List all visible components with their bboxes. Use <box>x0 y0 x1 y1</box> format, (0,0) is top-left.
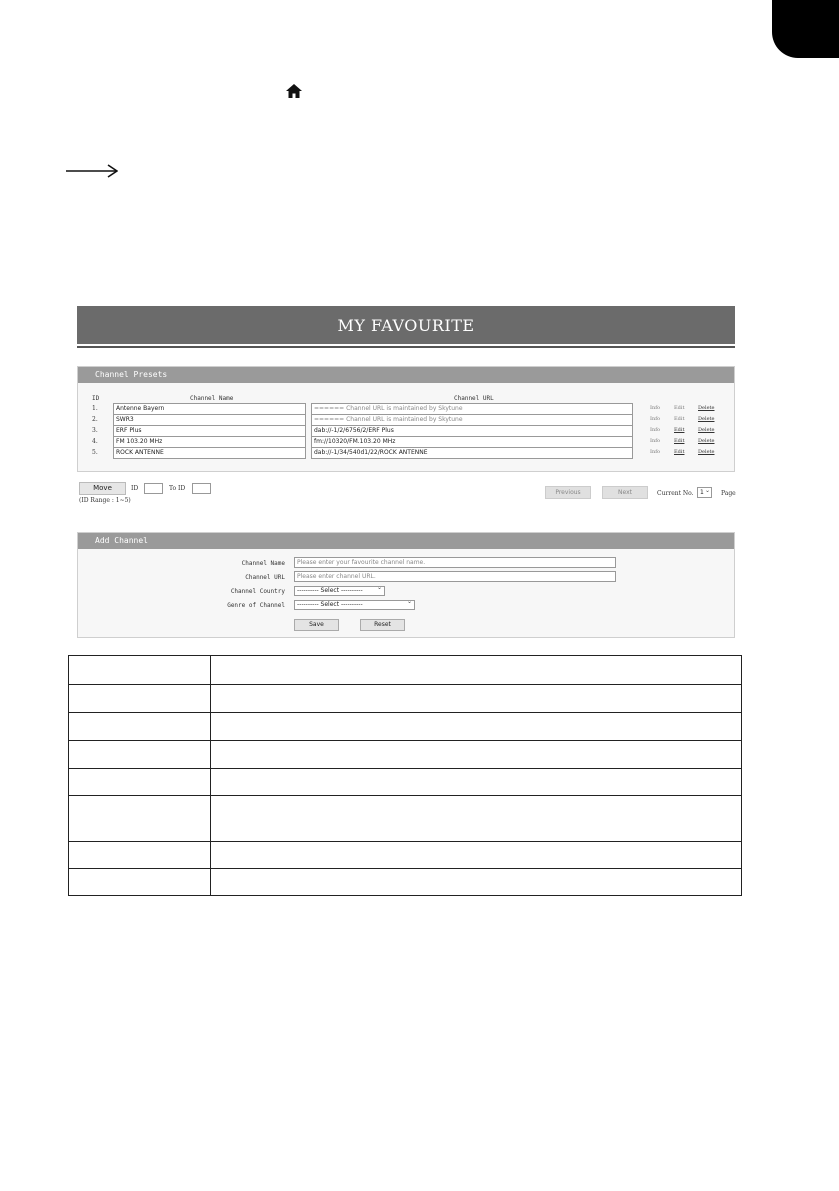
edit-link[interactable]: Edit <box>674 416 685 422</box>
column-header-id: ID <box>92 395 100 402</box>
channel-name-field[interactable]: ROCK ANTENNE <box>113 447 306 459</box>
section-title: Add Channel <box>78 533 734 549</box>
table-row <box>69 869 742 896</box>
channel-url-field[interactable]: ====== Channel URL is maintained by Skytune <box>311 414 633 426</box>
reset-button[interactable]: Reset <box>360 619 405 631</box>
row-id: 4. <box>92 438 98 445</box>
channel-country-label: Channel Country <box>230 588 285 595</box>
row-id: 5. <box>92 449 98 456</box>
channel-name-field[interactable]: SWR3 <box>113 414 306 426</box>
table-row <box>69 713 742 741</box>
info-link[interactable]: Info <box>650 405 661 411</box>
channel-url-field[interactable]: ====== Channel URL is maintained by Skytune <box>311 403 633 415</box>
table-row <box>78 447 734 459</box>
next-button[interactable]: Next <box>602 486 648 499</box>
delete-link[interactable]: Delete <box>698 449 715 455</box>
table-row <box>69 685 742 713</box>
table-row <box>69 842 742 869</box>
row-id: 3. <box>92 427 98 434</box>
channel-name-field[interactable]: ERF Plus <box>113 425 306 437</box>
row-id: 2. <box>92 416 98 423</box>
from-id-input[interactable] <box>144 483 163 494</box>
section-title: Channel Presets <box>78 367 734 383</box>
id-label: ID <box>131 485 139 492</box>
info-link[interactable]: Info <box>650 438 661 444</box>
row-id: 1. <box>92 405 98 412</box>
delete-link[interactable]: Delete <box>698 405 715 411</box>
edit-link[interactable]: Edit <box>674 405 685 411</box>
channel-url-field[interactable]: dab://-1/34/540d1/22/ROCK ANTENNE <box>311 447 633 459</box>
to-id-label: To ID <box>169 485 186 492</box>
channel-url-label: Channel URL <box>245 574 285 581</box>
delete-link[interactable]: Delete <box>698 427 715 433</box>
to-id-input[interactable] <box>192 483 211 494</box>
channel-name-label: Channel Name <box>241 560 285 567</box>
table-row <box>69 741 742 769</box>
table-row <box>69 656 742 685</box>
info-link[interactable]: Info <box>650 449 661 455</box>
page-select[interactable]: 1 ⌄ <box>697 487 712 498</box>
home-icon <box>286 84 302 98</box>
info-link[interactable]: Info <box>650 416 661 422</box>
channel-name-input[interactable]: Please enter your favourite channel name. <box>294 557 616 568</box>
channel-url-input[interactable]: Please enter channel URL. <box>294 571 616 582</box>
channel-presets-section <box>77 366 735 472</box>
edit-link[interactable]: Edit <box>674 449 685 455</box>
favourite-panel <box>77 306 735 348</box>
channel-url-field[interactable]: dab://-1/2/6756/2/ERF Plus <box>311 425 633 437</box>
add-channel-section <box>77 532 735 638</box>
table-row <box>69 769 742 796</box>
channel-genre-select[interactable]: ---------- Select ---------- ⌄ <box>294 600 415 610</box>
table-row <box>69 796 742 842</box>
id-range-note: (ID Range : 1~5) <box>79 497 131 504</box>
move-button[interactable]: Move <box>79 482 126 495</box>
channel-name-field[interactable]: Antenne Bayern <box>113 403 306 415</box>
column-header-url: Channel URL <box>454 395 494 402</box>
page-tab-marker <box>772 0 839 58</box>
description-table <box>68 655 742 896</box>
divider <box>77 346 735 348</box>
delete-link[interactable]: Delete <box>698 438 715 444</box>
edit-link[interactable]: Edit <box>674 427 685 433</box>
delete-link[interactable]: Delete <box>698 416 715 422</box>
channel-url-field[interactable]: fm://10320/FM.103.20 MHz <box>311 436 633 448</box>
channel-name-field[interactable]: FM 103.20 MHz <box>113 436 306 448</box>
save-button[interactable]: Save <box>294 619 339 631</box>
channel-genre-label: Genre of Channel <box>227 602 285 609</box>
channel-country-select[interactable]: ---------- Select ---------- ⌄ <box>294 586 385 596</box>
info-link[interactable]: Info <box>650 427 661 433</box>
current-page-label: Current No. <box>657 490 694 497</box>
page-title: MY FAVOURITE <box>77 306 735 344</box>
edit-link[interactable]: Edit <box>674 438 685 444</box>
column-header-name: Channel Name <box>190 395 234 402</box>
page-label: Page <box>721 490 736 497</box>
previous-button[interactable]: Previous <box>545 486 591 499</box>
right-arrow-icon <box>66 164 118 178</box>
